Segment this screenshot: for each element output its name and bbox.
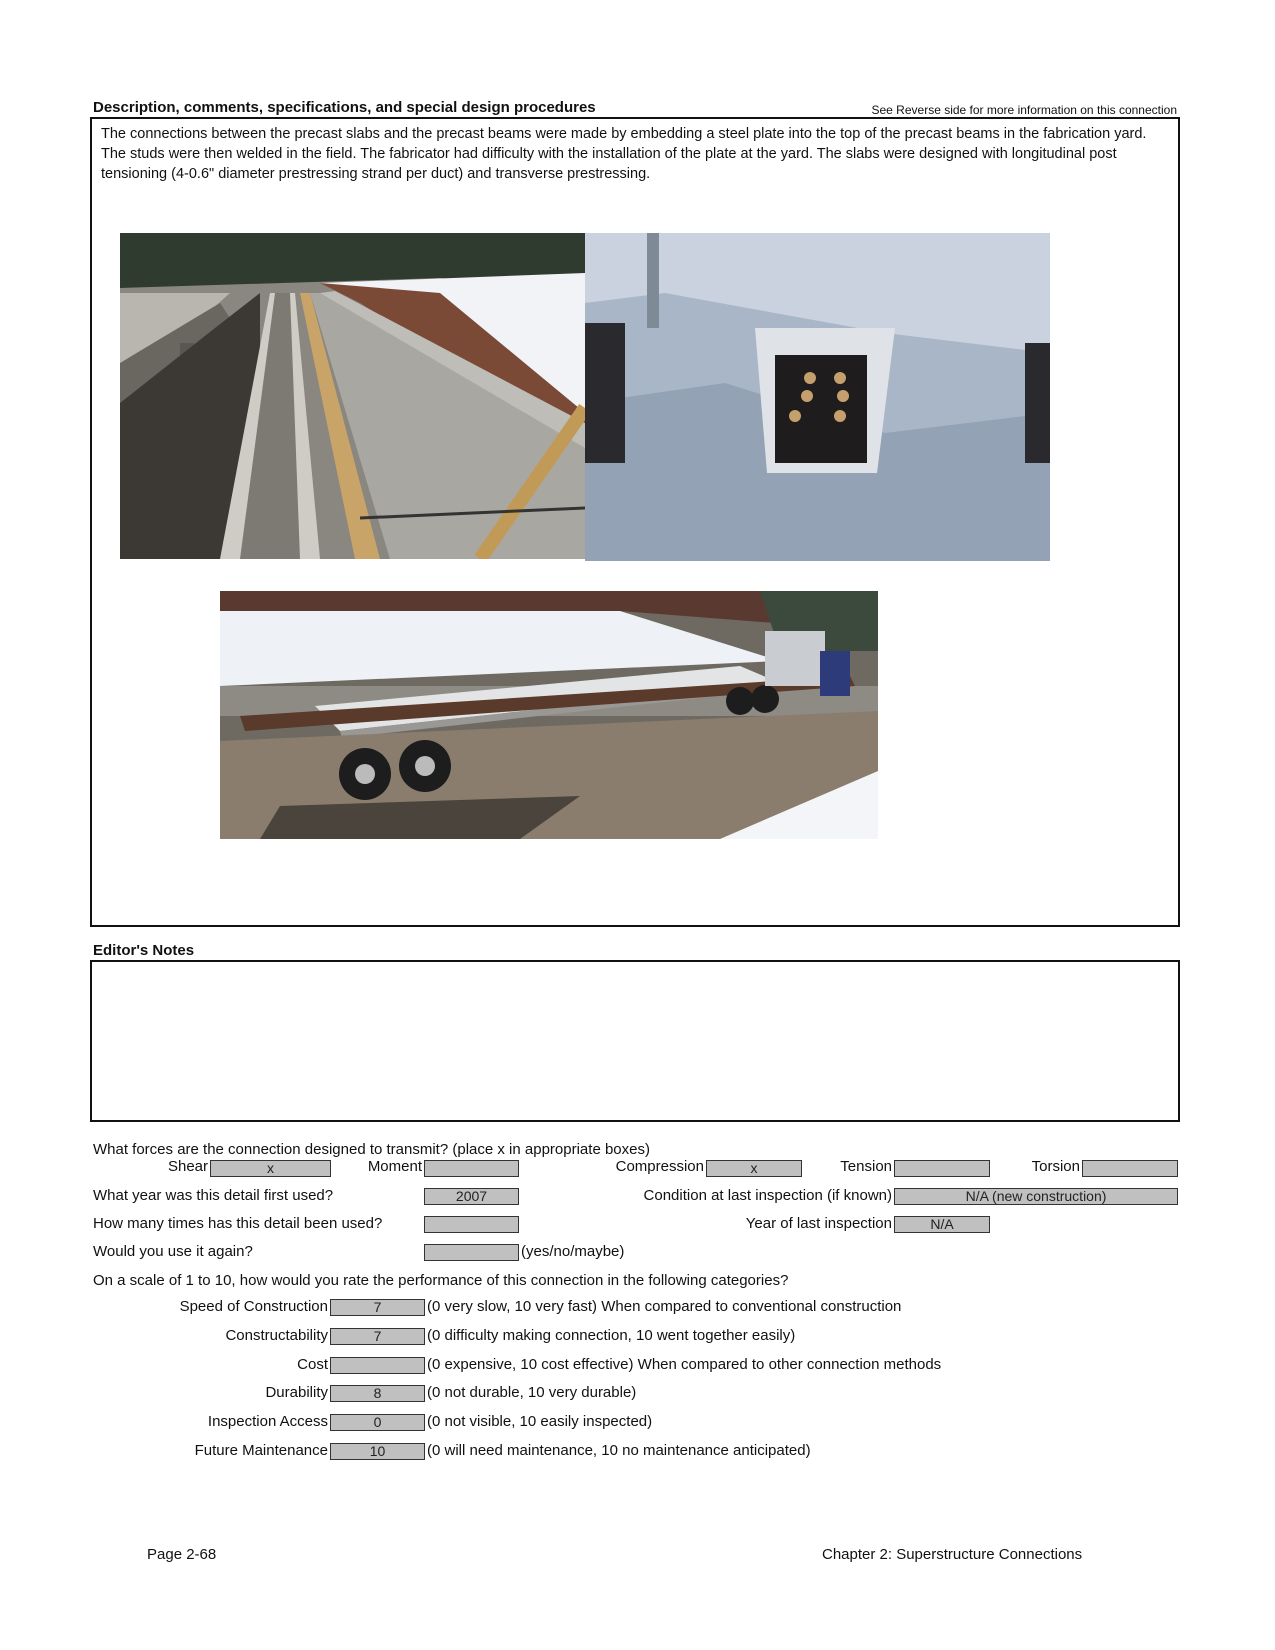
rating-hint-durability: (0 not durable, 10 very durable): [427, 1384, 637, 1401]
rating-field-inspection-access[interactable]: 0: [330, 1414, 425, 1431]
reverse-side-note: See Reverse side for more information on this connection: [871, 103, 1177, 117]
slab-truck-photo: [220, 591, 878, 839]
editors-notes-title: Editor's Notes: [93, 942, 195, 959]
rating-field-cost[interactable]: [330, 1357, 425, 1374]
year-last-inspection-label: Year of last inspection: [745, 1215, 892, 1232]
editors-notes-box: [90, 960, 1180, 1122]
slab-truck-image: [220, 591, 878, 839]
rating-field-constructability[interactable]: 7: [330, 1328, 425, 1345]
condition-field[interactable]: N/A (new construction): [894, 1188, 1178, 1205]
rating-question: On a scale of 1 to 10, how would you rate the performance of this connection in the following categories?: [93, 1272, 789, 1289]
rating-label-inspection-access: Inspection Access: [207, 1413, 328, 1430]
compression-label: Compression: [615, 1158, 704, 1175]
bridge-beams-image: [120, 233, 585, 559]
torsion-label: Torsion: [1031, 1158, 1080, 1175]
rating-label-future-maintenance: Future Maintenance: [194, 1442, 328, 1459]
compression-field[interactable]: x: [706, 1160, 802, 1177]
use-again-field[interactable]: [424, 1244, 519, 1261]
rating-label-durability: Durability: [265, 1384, 328, 1401]
rating-field-durability[interactable]: 8: [330, 1385, 425, 1402]
rating-label-constructability: Constructability: [225, 1327, 328, 1344]
tension-field[interactable]: [894, 1160, 990, 1177]
rating-field-speed[interactable]: 7: [330, 1299, 425, 1316]
shear-field[interactable]: x: [210, 1160, 331, 1177]
use-again-hint: (yes/no/maybe): [521, 1243, 625, 1260]
times-used-field[interactable]: [424, 1216, 519, 1233]
forces-question: What forces are the connection designed to transmit? (place x in appropriate boxes): [93, 1141, 650, 1158]
moment-field[interactable]: [424, 1160, 519, 1177]
tension-label: Tension: [840, 1158, 892, 1175]
duct-pocket-photo: [585, 233, 1050, 561]
page-number: Page 2-68: [147, 1546, 217, 1563]
rating-hint-constructability: (0 difficulty making connection, 10 went together easily): [427, 1327, 796, 1344]
torsion-field[interactable]: [1082, 1160, 1178, 1177]
rating-label-cost: Cost: [297, 1356, 328, 1373]
year-first-used-question: What year was this detail first used?: [93, 1187, 334, 1204]
rating-hint-speed: (0 very slow, 10 very fast) When compared to conventional construction: [427, 1298, 902, 1315]
description-text: The connections between the precast slabs and the precast beams were made by embedding a steel plate into the top of the precast beams in the fabrication yard. The studs were then welded in the field. The fabricator had difficulty with the installation of the plate at the yard. The slabs were designed with longitudinal post tensioning (4-0.6" diameter prestressing strand per duct) and transverse prestressing.: [101, 126, 1147, 182]
description-box: [90, 117, 1180, 927]
rating-label-speed: Speed of Construction: [179, 1298, 328, 1315]
use-again-question: Would you use it again?: [93, 1243, 253, 1260]
shear-label: Shear: [167, 1158, 208, 1175]
rating-hint-cost: (0 expensive, 10 cost effective) When compared to other connection methods: [427, 1356, 942, 1373]
chapter-title: Chapter 2: Superstructure Connections: [822, 1546, 1083, 1563]
rating-hint-inspection-access: (0 not visible, 10 easily inspected): [427, 1413, 653, 1430]
moment-label: Moment: [367, 1158, 422, 1175]
description-title: Description, comments, specifications, and special design procedures: [93, 99, 596, 116]
rating-field-future-maintenance[interactable]: 10: [330, 1443, 425, 1460]
condition-label: Condition at last inspection (if known): [643, 1187, 892, 1204]
bridge-beams-photo: [120, 233, 585, 559]
duct-pocket-image: [585, 233, 1050, 561]
rating-hint-future-maintenance: (0 will need maintenance, 10 no maintenance anticipated): [427, 1442, 811, 1459]
year-first-used-field[interactable]: 2007: [424, 1188, 519, 1205]
times-used-question: How many times has this detail been used?: [93, 1215, 383, 1232]
year-last-inspection-field[interactable]: N/A: [894, 1216, 990, 1233]
